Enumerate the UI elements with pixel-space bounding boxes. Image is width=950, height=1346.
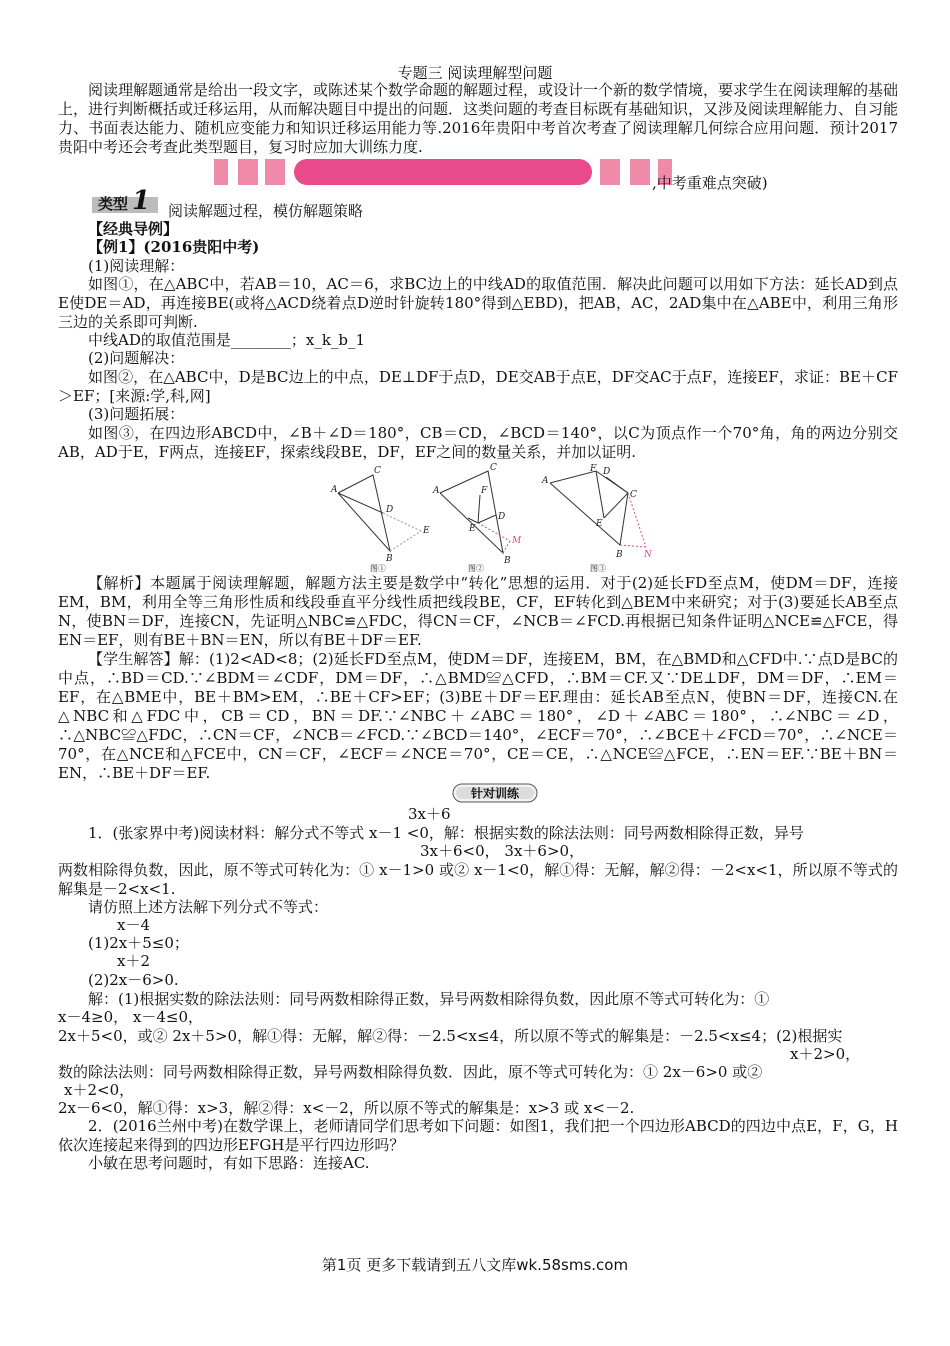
figure-2-caption: 图② bbox=[468, 564, 484, 573]
svg-text:D: D bbox=[498, 512, 506, 522]
q1-sub2: (2)2x－6>0. bbox=[88, 971, 179, 989]
q1-solution-line1: 解：(1)根据实数的除法法则：同号两数相除得正数，异号两数相除得负数，因此原不等式可转化为：① bbox=[88, 990, 770, 1008]
q1-sub2-numerator: x＋2 bbox=[117, 952, 151, 970]
figure-2 bbox=[432, 463, 522, 573]
figure-1 bbox=[330, 466, 430, 573]
banner-caption: ,中考重难点突破) bbox=[652, 174, 768, 192]
type-heading: 阅读解题过程，模仿解题策略 bbox=[168, 202, 364, 220]
svg-text:B: B bbox=[504, 556, 511, 566]
q1-solution-line7: 2x－6<0，解①得：x>3，解②得：x<－2，所以原不等式的解集是：x>3 或 x<－2. bbox=[58, 1099, 635, 1117]
part1-question: 中线AD的取值范围是________；x_k_b_1 bbox=[88, 331, 366, 349]
svg-text:E: E bbox=[596, 519, 603, 529]
part1-label: (1)阅读理解： bbox=[88, 257, 185, 275]
q2-text: 2．(2016兰州中考)在数学课上，老师请同学们思考如下问题：如图1，我们把一个四边形ABCD的四边中点E，F，G，H依次连接起来得到的四边形EFGH是平行四边形吗？ bbox=[58, 1117, 898, 1154]
svg-text:C: C bbox=[630, 490, 637, 500]
q1-line1: 1．(张家界中考)阅读材料：解分式不等式 x－1 <0，解：根据实数的除法法则：同号两数相除得正数，异号 bbox=[88, 824, 804, 842]
part1-text: 如图①，在△ABC中，若AB＝10，AC＝6，求BC边上的中线AD的取值范围．解决此问题可以用如下方法：延长AD到点E使DE＝AD，再连接BE(或将△ACD绕着点D逆时针旋转180°得到△EBD)，把AB，AC，2AD集中在△ABE中，利用三角形三边的关系即可判断. bbox=[58, 275, 898, 331]
page-footer: 第1页 更多下载请到五八文库wk.58sms.com bbox=[321, 1256, 629, 1274]
svg-text:N: N bbox=[644, 550, 652, 560]
svg-text:A: A bbox=[331, 485, 338, 495]
svg-text:B: B bbox=[616, 550, 623, 560]
svg-text:C: C bbox=[374, 466, 381, 476]
part3-label: (3)问题拓展： bbox=[88, 405, 185, 423]
geometry-figures bbox=[328, 463, 658, 573]
q1-sub1-numerator: x－4 bbox=[117, 916, 151, 934]
classic-heading: 【经典导例】 bbox=[88, 220, 179, 238]
q1-body: 两数相除得负数，因此，原不等式可转化为：① x－1>0 或② x－1<0，解①得：无解，解②得：－2<x<1，所以原不等式的解集是－2<x<1. bbox=[58, 861, 898, 898]
page-title: 专题三 阅读理解型问题 bbox=[397, 64, 553, 82]
student-answer: 【学生解答】解：(1)2<AD<8；(2)延长FD至点M，使DM＝DF，连接EM，BM，在△BMD和△CFD中.∵点D是BC的中点，∴BD＝CD.∵∠BDM＝∠CDF，DM＝DF，∴△BMD≌△CFD，∴BM＝CF.又∵DE⊥DF，DM＝DF，∴EM＝EF，在△BME中，BE＋BM>EM，∴BE＋CF>EF；(3)BE＋DF＝EF.理由：延长AB至点N，使BN＝DF，连接CN.在△NBC和△FDC中，CB＝CD，BN＝DF.∵∠NBC＋∠ABC＝180°，∠D＋∠ABC＝180°，∴∠NBC＝∠D，∴△NBC≌△FDC，∴CN＝CF，∠NCB＝∠FCD.∵∠BCD＝140°，∠ECF＝70°，∴∠BCE＋∠FCD＝70°，∴∠NCE＝70°，在△NCE和△FCE中，CN＝CF，∠ECF＝∠NCE＝70°，CE＝CE，∴△NCE≌△FCE，∴EN＝EF.∵BE＋BN＝EN，∴BE＋DF＝EF. bbox=[58, 650, 898, 782]
svg-text:M: M bbox=[512, 536, 522, 546]
svg-text:E: E bbox=[423, 526, 430, 536]
figure-3-caption: 图③ bbox=[590, 564, 606, 573]
training-tag-label: 针对训练 bbox=[470, 786, 520, 801]
type-badge bbox=[92, 186, 158, 216]
svg-text:F: F bbox=[590, 464, 597, 474]
type-badge-label: 类型 bbox=[98, 195, 129, 213]
q1-solution-line6: x＋2<0， bbox=[64, 1081, 135, 1099]
svg-text:F: F bbox=[481, 486, 488, 496]
svg-text:A: A bbox=[433, 486, 440, 496]
q1-solution-line2: x－4≥0， x－4≤0， bbox=[58, 1008, 203, 1026]
figure-3 bbox=[541, 464, 653, 573]
q1-sub1: (1)2x＋5≤0； bbox=[88, 934, 189, 952]
type-badge-number: 1 bbox=[132, 186, 151, 216]
svg-text:E: E bbox=[469, 524, 476, 534]
q1-solution-line3: 2x＋5<0，或② 2x＋5>0，解①得：无解，解②得：－2.5<x≤4，所以原不等式的解集是：－2.5<x≤4；(2)根据实 bbox=[58, 1027, 843, 1045]
part2-label: (2)问题解决： bbox=[88, 349, 185, 367]
part2-text: 如图②，在△ABC中，D是BC边上的中点，DE⊥DF于点D，DE交AB于点E，DF交AC于点F，连接EF，求证：BE＋CF＞EF；[来源:学,科,网] bbox=[58, 368, 898, 405]
svg-text:D: D bbox=[603, 467, 611, 477]
example-heading: 【例1】(2016贵阳中考) bbox=[88, 238, 260, 256]
analysis-paragraph: 【解析】本题属于阅读理解题，解题方法主要是数学中“转化”思想的运用．对于(2)延长FD至点M，使DM＝DF，连接EM，BM，利用全等三角形性质和线段垂直平分线性质把线段BE，CF，EF转化到△BEM中来研究；对于(3)要延长AB至点N，使BN＝DF，连接CN，先证明△NBC≌△FDC，得CN＝CF，∠NCB＝∠FCD.再根据已知条件证明△NCE≌△FCE，得EN＝EF，则有BE＋BN＝EN，所以有BE＋DF＝EF. bbox=[58, 574, 898, 649]
svg-text:D: D bbox=[386, 505, 394, 515]
q1-solution-line5: 数的除法法则：同号两数相除得正数，异号两数相除得负数．因此，原不等式可转化为：① 2x－6>0 或② bbox=[58, 1063, 763, 1081]
q1-fraction-row: 3x＋6<0， 3x＋6>0， bbox=[420, 842, 585, 860]
svg-text:B: B bbox=[386, 554, 393, 564]
svg-text:A: A bbox=[542, 476, 549, 486]
figure-1-caption: 图① bbox=[370, 564, 386, 573]
svg-text:C: C bbox=[490, 463, 497, 473]
part3-text: 如图③，在四边形ABCD中，∠B＋∠D＝180°，CB＝CD，∠BCD＝140°，以C为顶点作一个70°角，角的两边分别交AB，AD于E，F两点，连接EF，探索线段BE，DF，EF之间的数量关系，并加以证明. bbox=[58, 424, 898, 461]
q1-fraction-numerator: 3x＋6 bbox=[408, 805, 451, 823]
q2-line2: 小敏在思考问题时，有如下思路：连接AC. bbox=[88, 1154, 370, 1172]
training-tag bbox=[452, 782, 538, 804]
q1-solution-line4: x＋2>0， bbox=[790, 1045, 861, 1063]
intro-paragraph: 阅读理解题通常是给出一段文字，或陈述某个数学命题的解题过程，或设计一个新的数学情境，要求学生在阅读理解的基础上，进行判断概括或迁移运用，从而解决题目中提出的问题．这类问题的考查目标既有基础知识，又涉及阅读理解能力、自习能力、书面表达能力、随机应变能力和知识迁移运用能力等.2016年贵阳中考首次考查了阅读理解几何综合应用问题．预计2017贵阳中考还会考查此类型题目，复习时应加大训练力度. bbox=[58, 81, 899, 156]
q1-instruction: 请仿照上述方法解下列分式不等式： bbox=[88, 898, 329, 916]
